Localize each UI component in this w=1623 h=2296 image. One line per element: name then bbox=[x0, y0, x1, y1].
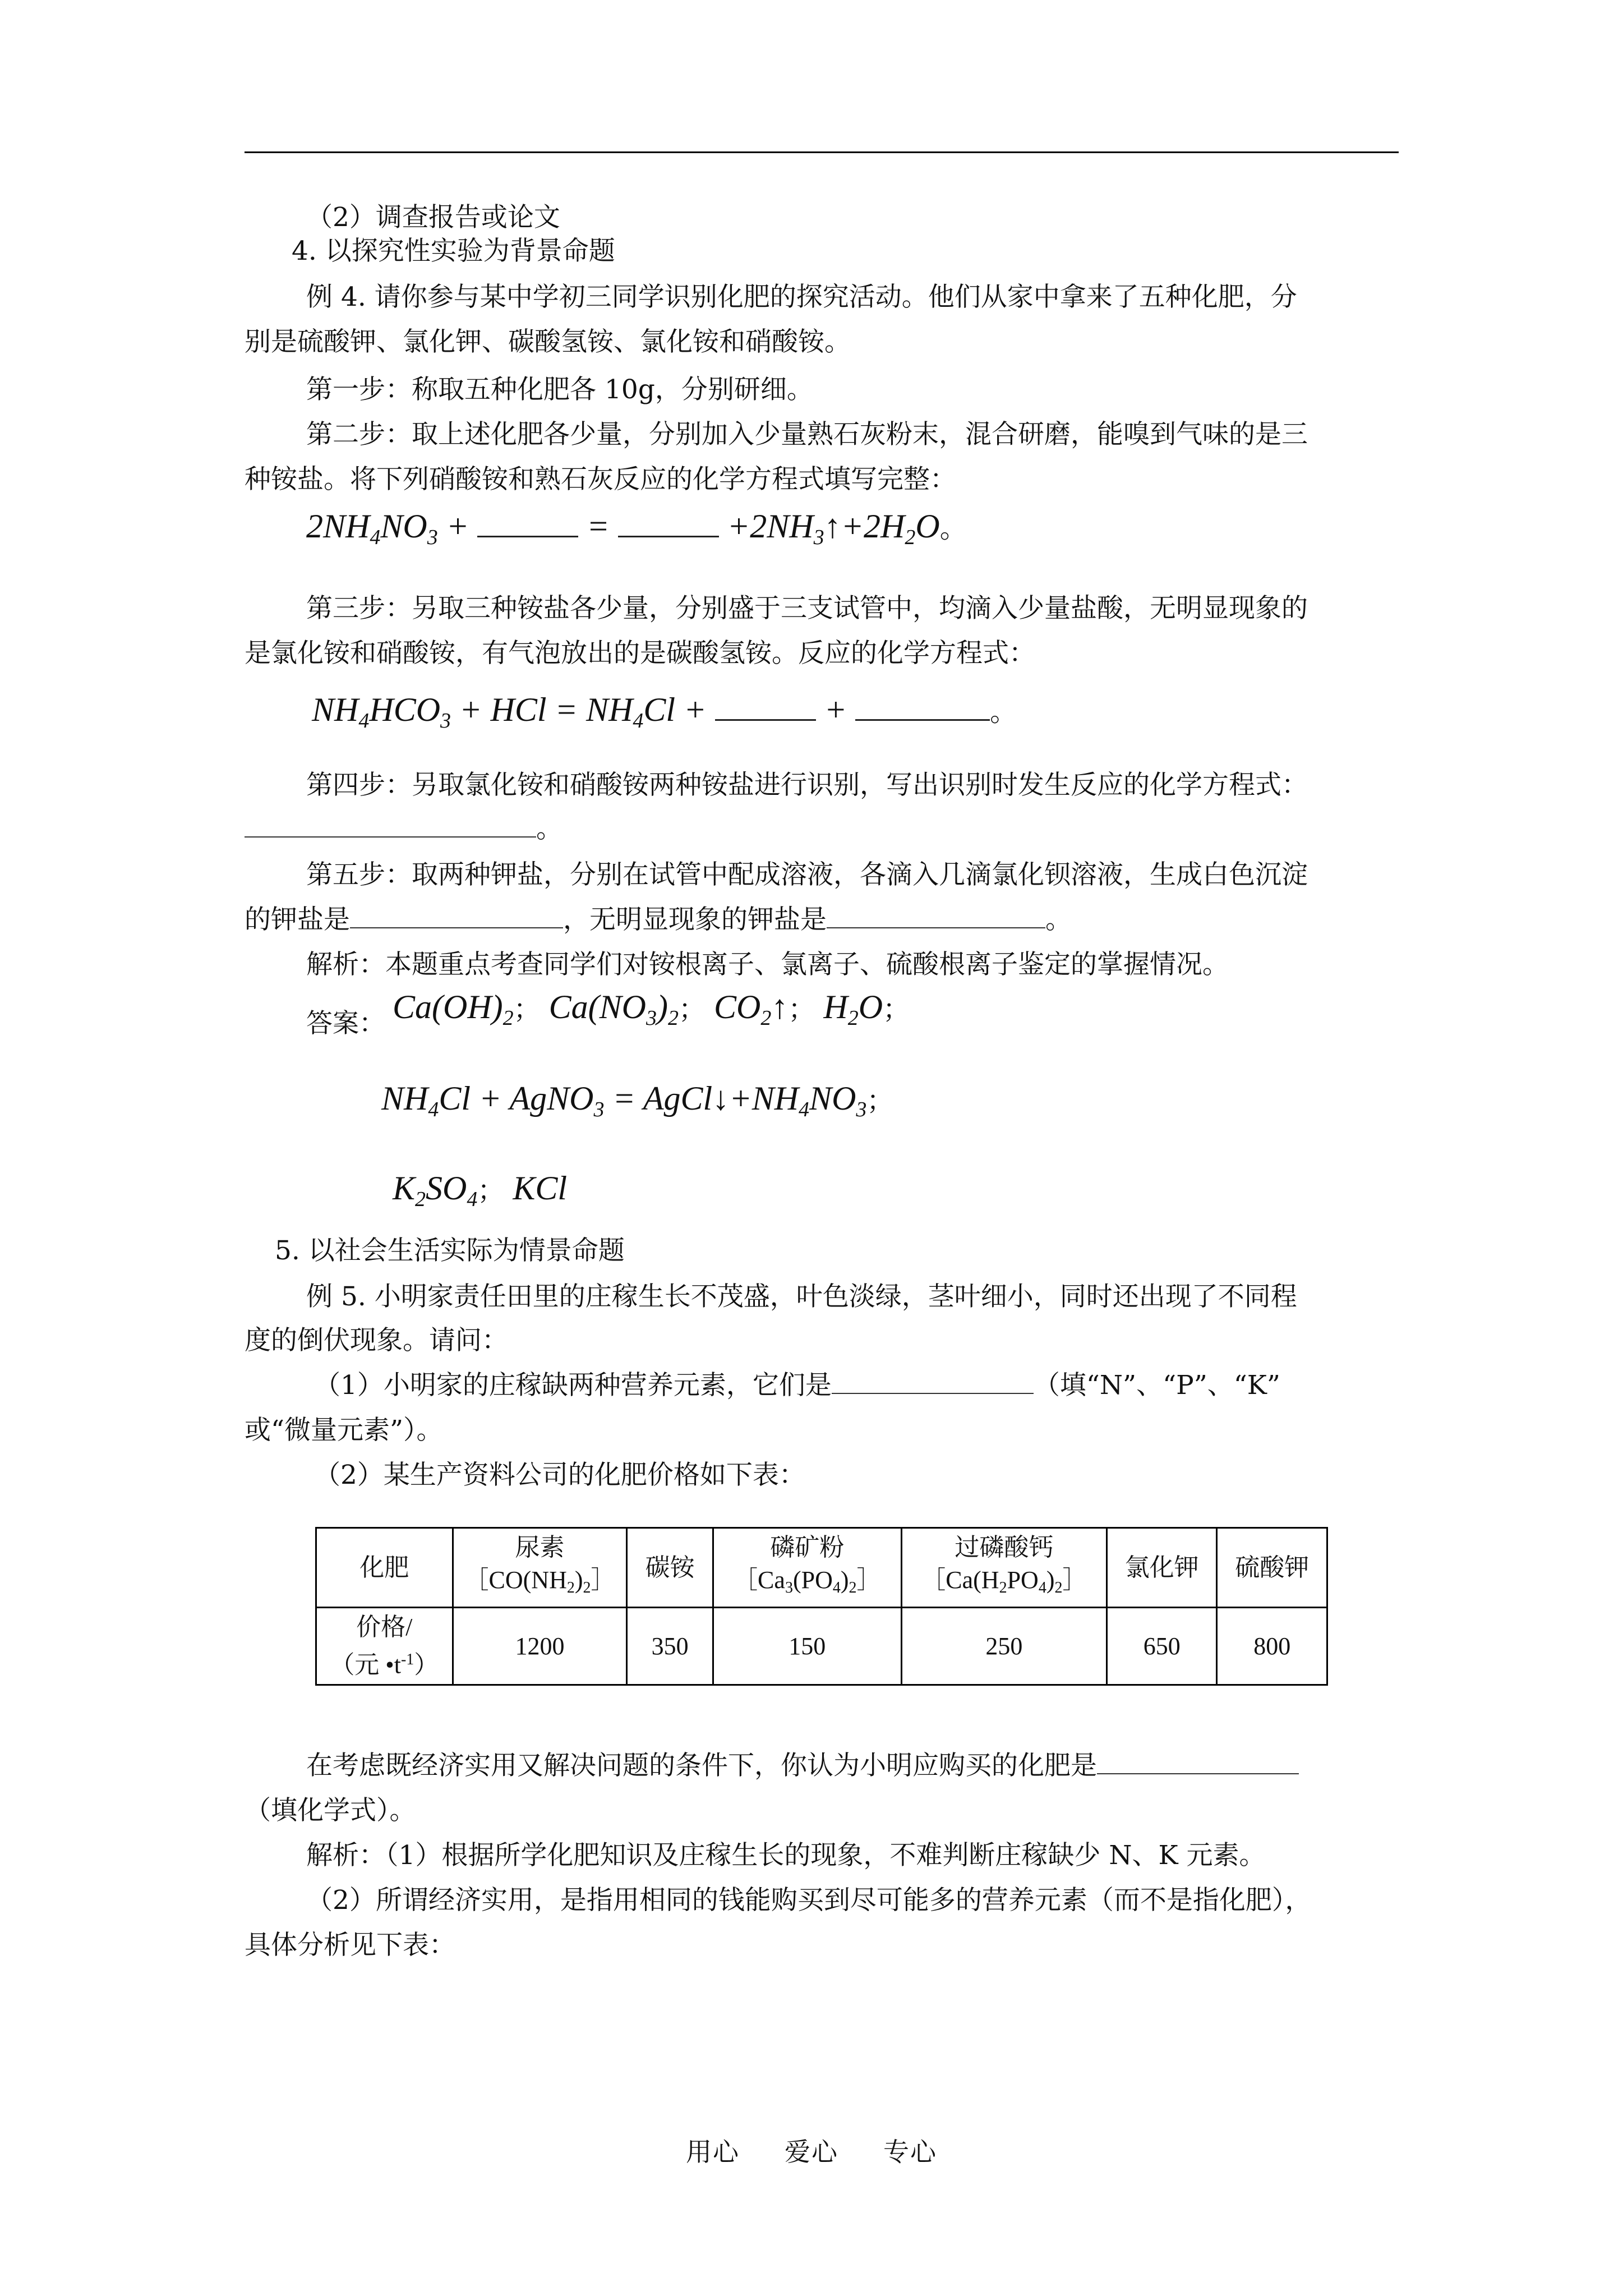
step-5-text-c: 。 bbox=[1045, 904, 1072, 935]
urea-name: 尿素 bbox=[515, 1533, 565, 1561]
table-row bbox=[316, 1528, 1327, 1608]
answer-line-1: $Ca(OH)_2$； $Ca(NO_3)_2$； $CO_2↑$； $H_2O$； bbox=[393, 988, 910, 1030]
page-footer bbox=[0, 2132, 1623, 2169]
answer-sep-2: ； bbox=[679, 993, 706, 1025]
section-heading-4: 4. 以探究性实验为背景命题 bbox=[292, 236, 615, 266]
question-1-text: （1）小明家的庄稼缺两种营养元素，它们是 bbox=[314, 1370, 832, 1401]
equation-1-end: 。 bbox=[939, 513, 967, 544]
analysis-5-2: （2）所谓经济实用，是指用相同的钱能购买到尽可能多的营养元素（而不是指化肥）， bbox=[306, 1885, 1312, 1916]
answer-sep-3: ； bbox=[788, 993, 815, 1025]
price-table bbox=[315, 1527, 1328, 1686]
table-header-cell: 磷矿粉 $[Ca_3(PO_4)_2]$ bbox=[713, 1528, 901, 1608]
price-label: 价格/ bbox=[356, 1613, 413, 1641]
table-header-cell: 碳铵 bbox=[627, 1528, 713, 1608]
example-5-intro-cont: 度的倒伏现象。请问： bbox=[245, 1325, 508, 1356]
table-header-cell: 化肥 bbox=[316, 1528, 453, 1608]
step-5: 第五步：取两种钾盐，分别在试管中配成溶液，各滴入几滴氯化钡溶液，生成白色沉淀 bbox=[306, 859, 1308, 890]
step-5-text-b: ，无明显现象的钾盐是 bbox=[563, 904, 827, 935]
section-heading-5: 5. 以社会生活实际为情景命题 bbox=[275, 1235, 625, 1266]
analysis-4: 解析：本题重点考查同学们对铵根离子、氯离子、硫酸根离子鉴定的掌握情况。 bbox=[306, 949, 1229, 980]
step-4-end: 。 bbox=[536, 813, 562, 844]
answer-line-2: $NH_4Cl$ + AgNO$_3$ = $AgCl↓+NH_4NO_3$； bbox=[381, 1080, 894, 1121]
example-4-intro-cont: 别是硫酸钾、氯化钾、碳酸氢铵、氯化铵和硝酸铵。 bbox=[245, 326, 851, 357]
question-2-prompt bbox=[306, 1749, 1461, 1783]
question-1-blank[interactable] bbox=[832, 1369, 1034, 1394]
question-1 bbox=[314, 1369, 1469, 1402]
question-1-cont: 或“微量元素”）。 bbox=[245, 1415, 443, 1446]
table-header-cell: 尿素 $[CO(NH_2)_2]$ bbox=[453, 1528, 627, 1608]
step-2-cont: 种铵盐。将下列硝酸铵和熟石灰反应的化学方程式填写完整： bbox=[245, 464, 956, 495]
table-row bbox=[316, 1608, 1327, 1685]
example-5-intro: 例 5. 小明家责任田里的庄稼生长不茂盛，叶色淡绿，茎叶细小，同时还出现了不同程 bbox=[306, 1281, 1297, 1312]
analysis-5-1: 解析：（1）根据所学化肥知识及庄稼生长的现象，不难判断庄稼缺少 N、K 元素。 bbox=[306, 1840, 1266, 1871]
table-header-cell: 硫酸钾 bbox=[1217, 1528, 1327, 1608]
step-2: 第二步：取上述化肥各少量，分别加入少量熟石灰粉末，混合研磨，能嗅到气味的是三 bbox=[306, 419, 1308, 450]
table-cell: 350 bbox=[627, 1608, 713, 1685]
price-unit: （元 •t bbox=[330, 1651, 401, 1679]
answer-sep-1: ； bbox=[513, 993, 541, 1025]
table-cell: 1200 bbox=[453, 1608, 627, 1685]
answer-sep-5: ； bbox=[866, 1085, 894, 1116]
question-2-blank[interactable] bbox=[1097, 1750, 1299, 1774]
equation-1-blank-2[interactable] bbox=[618, 508, 719, 537]
step-5-text-a: 的钾盐是 bbox=[245, 904, 350, 935]
table-cell: 250 bbox=[901, 1608, 1106, 1685]
answer-sep-6: ； bbox=[477, 1175, 505, 1206]
answer-sep-4: ； bbox=[883, 993, 910, 1025]
step-1: 第一步：称取五种化肥各 10g，分别研细。 bbox=[306, 374, 813, 405]
example-4-intro: 例 4. 请你参与某中学初三同学识别化肥的探究活动。他们从家中拿来了五种化肥，分 bbox=[306, 282, 1297, 312]
answer-line-3: $K_2SO_4$； KCl bbox=[393, 1170, 568, 1211]
step-5-blank-2[interactable] bbox=[827, 904, 1045, 928]
step-3-cont: 是氯化铵和硝酸铵，有气泡放出的是碳酸氢铵。反应的化学方程式： bbox=[245, 638, 1035, 669]
answer-label: 答案： bbox=[306, 1008, 385, 1039]
subsection-heading: （2）调查报告或论文 bbox=[306, 202, 560, 233]
table-header-cell: 过磷酸钙 $[Ca(H_2PO_4)_2]$ bbox=[901, 1528, 1106, 1608]
superphosphate-name: 过磷酸钙 bbox=[955, 1533, 1054, 1561]
table-cell: 800 bbox=[1217, 1608, 1327, 1685]
step-4-blank[interactable] bbox=[245, 813, 536, 838]
equation-2: $NH_4HCO_3$ + HCl = $NH_4Cl$ + + 。 bbox=[312, 691, 1017, 733]
step-5-cont bbox=[245, 903, 1400, 937]
header-rule bbox=[245, 151, 1399, 153]
equation-1-blank-1[interactable] bbox=[477, 508, 578, 537]
question-1-hint: （填“N”、“P”、“K” bbox=[1033, 1370, 1280, 1401]
equation-2-blank-1[interactable] bbox=[715, 691, 816, 721]
table-row-label: 价格/ （元 $•t^{-1}$） bbox=[316, 1608, 453, 1685]
question-2: （2）某生产资料公司的化肥价格如下表： bbox=[314, 1460, 805, 1490]
step-5-blank-1[interactable] bbox=[350, 904, 563, 928]
phosphate-rock-name: 磷矿粉 bbox=[770, 1533, 845, 1561]
table-cell: 150 bbox=[713, 1608, 901, 1685]
table-header-cell: 氯化钾 bbox=[1106, 1528, 1216, 1608]
step-3: 第三步：另取三种铵盐各少量，分别盛于三支试管中，均滴入少量盐酸，无明显现象的 bbox=[306, 593, 1308, 624]
step-4: 第四步：另取氯化铵和硝酸铵两种铵盐进行识别，写出识别时发生反应的化学方程式： bbox=[306, 770, 1308, 800]
analysis-5-2-cont: 具体分析见下表： bbox=[245, 1930, 455, 1961]
equation-2-blank-2[interactable] bbox=[855, 691, 990, 721]
footer-word: 专心 bbox=[883, 2137, 937, 2167]
question-2-text: 在考虑既经济实用又解决问题的条件下，你认为小明应购买的化肥是 bbox=[306, 1750, 1097, 1781]
equation-1: $2NH_4NO_3$ + = $+2NH_3↑+2H_2O$。 bbox=[306, 508, 967, 549]
step-4-answer-line bbox=[245, 812, 1400, 846]
question-2-prompt-cont: （填化学式）。 bbox=[245, 1795, 416, 1826]
footer-word: 用心 bbox=[686, 2137, 740, 2167]
table-cell: 650 bbox=[1106, 1608, 1216, 1685]
equation-2-end: 。 bbox=[990, 696, 1017, 728]
footer-word: 爱心 bbox=[785, 2137, 838, 2167]
